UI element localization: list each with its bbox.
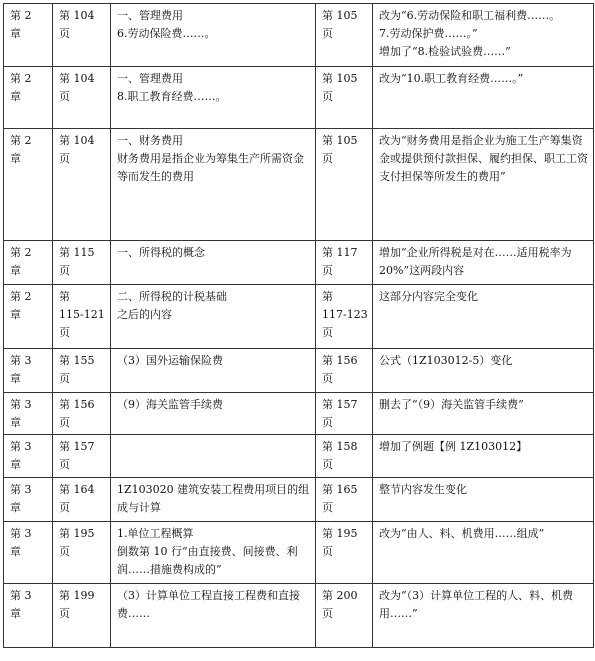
change-cell: 删去了“（9）海关监管手续费” [373, 393, 594, 435]
chapter-cell: 第 2 章 [4, 241, 53, 285]
table-row [4, 4, 594, 67]
original-text-cell: 1Z103020 建筑安装工程费用项目的组成与计算 [111, 478, 316, 522]
change-cell: 公式（1Z103012-5）变化 [373, 349, 594, 393]
old-page-cell: 第 164 页 [53, 478, 111, 522]
old-page-cell: 第 115-121 页 [53, 285, 111, 349]
old-page-cell: 第 195 页 [53, 522, 111, 584]
old-page-cell: 第 199 页 [53, 584, 111, 648]
table-row [4, 478, 594, 522]
chapter-cell: 第 3 章 [4, 393, 53, 435]
old-page-cell: 第 104 页 [53, 129, 111, 241]
new-page-cell: 第 105 页 [316, 67, 373, 129]
new-page-cell: 第 195 页 [316, 522, 373, 584]
new-page-cell: 第 105 页 [316, 129, 373, 241]
new-page-cell: 第 157 页 [316, 393, 373, 435]
chapter-cell: 第 3 章 [4, 584, 53, 648]
change-cell: 整节内容发生变化 [373, 478, 594, 522]
change-cell: 改为“由人、料、机费用……组成” [373, 522, 594, 584]
change-cell: 改为“（3）计算单位工程的人、料、机费用……” [373, 584, 594, 648]
change-cell: 增加“企业所得税是对在……适用税率为 20%”这两段内容 [373, 241, 594, 285]
new-page-cell: 第 165 页 [316, 478, 373, 522]
old-page-cell: 第 157 页 [53, 435, 111, 478]
chapter-cell: 第 2 章 [4, 129, 53, 241]
change-cell: 改为“财务费用是指企业为施工生产筹集资金或提供预付款担保、履约担保、职工工资支付担保等所发生的费用” [373, 129, 594, 241]
original-text-cell: （9）海关监管手续费 [111, 393, 316, 435]
old-page-cell: 第 115 页 [53, 241, 111, 285]
chapter-cell: 第 3 章 [4, 522, 53, 584]
chapter-cell: 第 3 章 [4, 349, 53, 393]
old-page-cell: 第 104 页 [53, 4, 111, 67]
table-row [4, 584, 594, 648]
table-row [4, 241, 594, 285]
chapter-cell: 第 2 章 [4, 67, 53, 129]
table-row [4, 67, 594, 129]
original-text-cell: （3）计算单位工程直接工程费和直接费…… [111, 584, 316, 648]
new-page-cell: 第 117 页 [316, 241, 373, 285]
new-page-cell: 第 158 页 [316, 435, 373, 478]
original-text-cell: 一、所得税的概念 [111, 241, 316, 285]
original-text-cell: 一、管理费用 8.职工教育经费……。 [111, 67, 316, 129]
chapter-cell: 第 2 章 [4, 285, 53, 349]
changes-table [3, 3, 594, 648]
original-text-cell: 一、管理费用 6.劳动保险费……。 [111, 4, 316, 67]
chapter-cell: 第 3 章 [4, 478, 53, 522]
change-cell: 这部分内容完全变化 [373, 285, 594, 349]
old-page-cell: 第 156 页 [53, 393, 111, 435]
table-row [4, 393, 594, 435]
new-page-cell: 第 105 页 [316, 4, 373, 67]
chapter-cell: 第 3 章 [4, 435, 53, 478]
table-row [4, 435, 594, 478]
changes-table-body [4, 4, 594, 648]
old-page-cell: 第 155 页 [53, 349, 111, 393]
original-text-cell [111, 435, 316, 478]
table-row [4, 522, 594, 584]
chapter-cell: 第 2 章 [4, 4, 53, 67]
new-page-cell: 第 200 页 [316, 584, 373, 648]
change-cell: 改为“6.劳动保险和职工福利费……。 7.劳动保护费……。” 增加了“8.检验试验费……” [373, 4, 594, 67]
original-text-cell: 1.单位工程概算 倒数第 10 行“由直接费、间接费、利润……措施费构成的” [111, 522, 316, 584]
table-row [4, 129, 594, 241]
change-cell: 增加了例题【例 1Z103012】 [373, 435, 594, 478]
original-text-cell: 一、财务费用 财务费用是指企业为筹集生产所需资金等而发生的费用 [111, 129, 316, 241]
old-page-cell: 第 104 页 [53, 67, 111, 129]
table-row [4, 285, 594, 349]
original-text-cell: 二、所得税的计税基础 之后的内容 [111, 285, 316, 349]
change-cell: 改为“10.职工教育经费……。” [373, 67, 594, 129]
table-row [4, 349, 594, 393]
original-text-cell: （3）国外运输保险费 [111, 349, 316, 393]
new-page-cell: 第 117-123 页 [316, 285, 373, 349]
new-page-cell: 第 156 页 [316, 349, 373, 393]
